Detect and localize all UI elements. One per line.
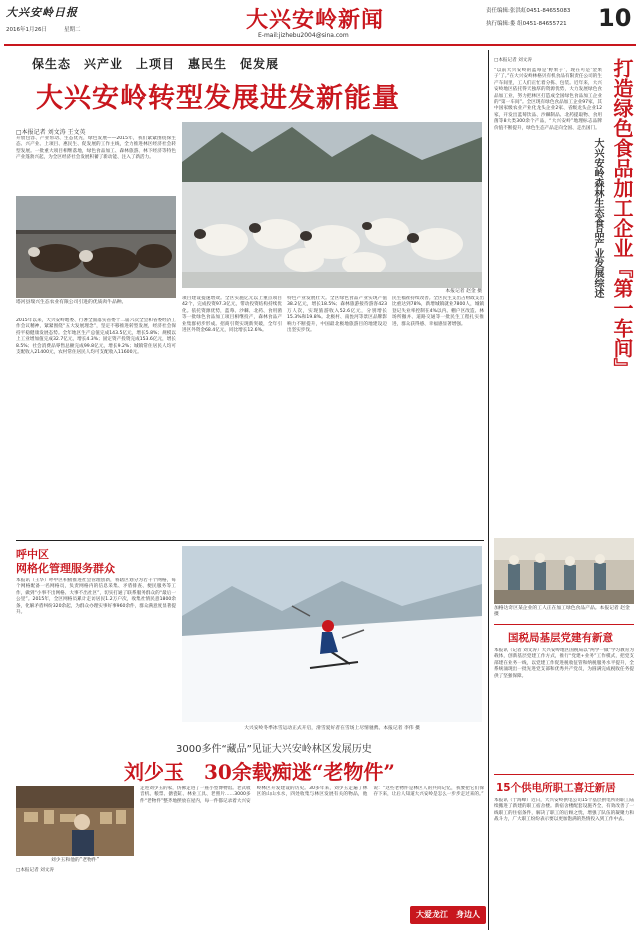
lead-body-col2: 项目建设提速增效。全区实施亿元以上重点项目42个，完成投资97.3亿元，带动投资结构持续优化。依托资源优势，蓝莓、沙棘、北药、食用菌等一批绿色食品加工项目相继投产，森林食品产业集群初步形成。招商引资实现新突破，全年引进区外资金68.4亿元，同比增长12.6%。 xyxy=(182,296,282,334)
middle-left-body: 本报讯（王华）呼中区积极推进社会管理创新，将辖区划分为若干个网格，每个网格配备一名网格员，负责网格内的信息采集、矛盾排查、便民服务等工作，做到“小事不出网格、大事不出社区”，切实打通了联系服务群众的“最后一公里”。2015年，全区网格员累计走访居民1.2万户次，收集社情民意1800余条，化解矛盾纠纷320余起，为群众办理实事好事960余件，群众满意度显著提升。 xyxy=(16,578,176,616)
feature-right-body: “以前大兴安岭的蓝莓是‘野果子’，现在可是‘金果子’了。”在大兴安岭林格贝有机食品有限责任公司的生产车间里，工人们正忙着分拣、包装。近年来，大兴安岭地区依托得天独厚的资源优势，大力发展绿色食品加工业，努力把林区打造成全国绿色食品加工企业的“第一车间”。全区现有绿色食品加工企业97家，其中国家级农业产业化龙头企业2家、省级龙头企业12家，开发出蓝莓饮品、沙棘制品、北药提取物、食用菌等8大类300余个产品，“大兴安岭”地理标志品牌价值不断提升，绿色生态产品走向全国、走出国门。 xyxy=(494,68,602,131)
bottom-byline: □本报记者 刘文涛 xyxy=(16,868,54,873)
masthead-rule xyxy=(4,44,636,46)
proof-label: 执行编辑:婁 组0451-84655721 xyxy=(486,21,567,27)
ski-photo xyxy=(182,546,482,722)
section-email: E-mail:jizhebu2004@sina.com xyxy=(258,32,349,39)
cattle-photo xyxy=(16,196,176,298)
feature-right-byline: □本报记者 刘文涛 xyxy=(494,58,532,63)
sub-story-body: 本报讯（记者 刘文涛）大兴安岭地区国税局以“两学一做”学习教育为载体，创新基层党建工作方式，推行“党建+业务”工作模式，把党支部建在业务一线，以党建工作促进税收征管和纳税服务水平提升，全系统涌现出一批先进党支部和优秀共产党员，为圆满完成税收任务提供了坚强保障。 xyxy=(494,648,634,679)
lead-photo xyxy=(182,122,482,288)
lead-headline: 大兴安岭转型发展进发新能量 xyxy=(36,83,400,114)
sub-story-rule xyxy=(494,624,634,625)
lead-body-col1: 2015年以来，大兴安岭地委、行署全面落实省委十二届六次全会和省委经济工作会议精神，紧紧围绕“五大发展理念”，坚定不移推进转型发展，经济社会保持平稳健康发展态势。全年地区生产总值完成143.5亿元，增长5.8%；规模以上工业增加值完成32.7亿元，增长4.3%；固定资产投资完成153.6亿元，增长8.5%；社会消费品零售总额完成99.8亿元，增长9.2%；城镇常住居民人均可支配收入21400元，农村常住居民人均可支配收入11600元。 xyxy=(16,318,176,356)
issue-date: 2016年1月26日 xyxy=(6,27,47,33)
bottom-right-rule xyxy=(494,774,634,775)
lead-body-col4: 民生福祉持续改善。全区民生支出占财政支出比重达到78%，新增城镇就业7800人，城镇登记失业率控制在4%以内。棚户区改造、林场所撤并、道路交通等一批民生工程扎实推进，群众获得感、幸福感显著增强。 xyxy=(392,296,484,327)
middle-rule xyxy=(16,540,484,541)
feature-right-subtitle xyxy=(590,138,606,378)
bottom-headline: 刘少玉 30余载痴迷“老物件” xyxy=(124,760,395,784)
promo-badge xyxy=(410,906,486,924)
paper-name: 大兴安岭日报 xyxy=(6,6,78,19)
bottom-right-body: 本报讯（于海峰）近日，大兴安岭供电公司15个基层供电所的职工陆续搬进了新建的职工宿舍楼。新宿舍楼配套设施齐全，有效改善了一线职工的住宿条件，解决了职工的后顾之忧，增强了队伍的凝聚力和战斗力，广大职工纷纷表示要以更加饱满的热情投入到工作中去。 xyxy=(494,798,634,823)
feature-right-title xyxy=(608,58,636,388)
feature-right-photo-caption: 加格达奇区某企业的工人正在加工绿色食品产品。本报记者 赵金 摄 xyxy=(494,606,630,618)
issue-weekday: 星期二 xyxy=(64,27,81,33)
masthead xyxy=(0,0,640,46)
bottom-photo-caption: 刘少玉和他的“老物件” xyxy=(50,858,100,863)
bottom-right-title: 15个供电所职工喜迁新居 xyxy=(496,782,616,794)
lead-body-col3: 特色产业发展壮大。全区绿色食品产业实现产值38.2亿元，增长18.5%；森林旅游接待游客423万人次，实现旅游收入52.6亿元，分别增长15.3%和19.8%。北极村、南瓮河等景区品牌影响力不断提升，中国最北极地旅游目的地建设迈出坚实步伐。 xyxy=(287,296,387,334)
right-column-rule xyxy=(488,50,489,930)
bottom-kicker: 3000多件“藏品”见证大兴安岭林区发展历史 xyxy=(176,744,372,755)
lead-photo-credit: 本报记者 赵金 摄 xyxy=(445,289,482,294)
lead-kicker: 保生态 兴产业 上项目 惠民生 促发展 xyxy=(32,57,280,71)
promo-badge-text: 大爱龙江 身边人 xyxy=(416,910,480,919)
sub-story-title: 国税局基层党建有新意 xyxy=(508,632,613,644)
bottom-body: 走进刘少玉的家，仿佛走进了一座小型博物馆。老式收音机、粮票、搪瓷缸、林业工具、老照片……3000多件“老物件”整齐地摆放在屋内，每一件都记录着大兴安岭林区开发建设的历史。30多年来，刘少玉走遍了林区的山山水水，四处收集与林区发展有关的物品，他说：“这些老物件是林区人的共同记忆，我要把它们保存下来，让后人知道大兴安岭是怎么一步步走过来的。” xyxy=(140,786,484,804)
editor-label: 责任编辑:张洪虹0451-84655083 xyxy=(486,8,571,14)
cattle-photo-caption: 塔河县瑞兴生态农业有限公司引进的优质肉牛品种。 xyxy=(16,300,127,305)
middle-left-subtitle: 网格化管理服务群众 xyxy=(16,562,115,575)
feature-right-title-text: 打造绿色食品加工企业『第一车间』 xyxy=(610,58,634,378)
lead-intro: 开放包容、产业带动、生态优先，绿色发展——2015年，我们紧紧围绕保生态、兴产业、上项目、惠民生、促发展的工作主线，全力推进林区经济社会转型发展。一批重大项目相继落地，绿色食品加工、森林旅游、林下经济等特色产业蓬勃兴起，为全区经济社会发展积蓄了新动能、注入了新活力。 xyxy=(16,136,176,161)
lead-byline: □本报记者 刘文涛 王文英 xyxy=(16,129,86,136)
middle-left-title: 呼中区 xyxy=(16,548,49,561)
page-number: 10 xyxy=(598,4,632,32)
bottom-photo xyxy=(16,786,134,856)
section-title: 大兴安岭新闻 xyxy=(246,7,385,33)
feature-right-subtitle-text: 大兴安岭森林生态食品产业发展综述 xyxy=(592,138,603,298)
ski-photo-caption: 大兴安岭冬季冰雪运动正式开启，滑雪爱好者在雪场上尽情驰骋。本报记者 李伟 摄 xyxy=(244,726,420,731)
feature-right-photo xyxy=(494,538,634,604)
